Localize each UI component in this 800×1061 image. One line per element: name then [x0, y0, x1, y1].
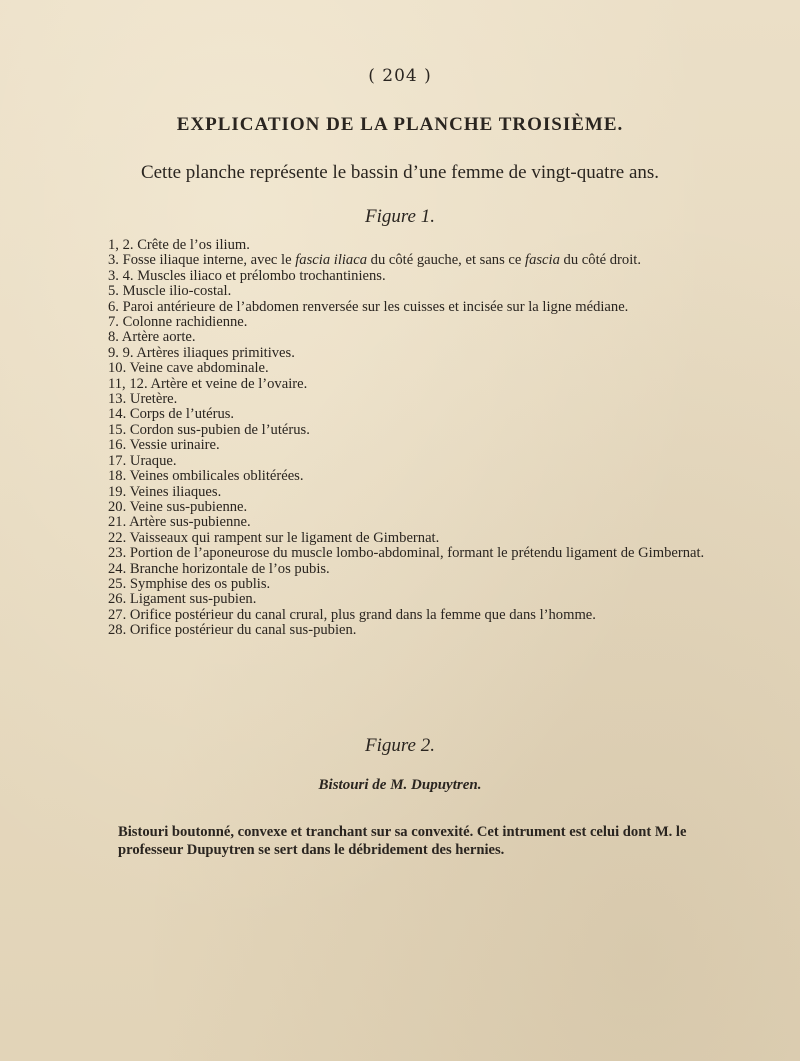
legend-number: 21.: [108, 514, 127, 531]
legend-text: Orifice postérieur du canal sus-pubien.: [129, 622, 357, 639]
figure-2-description: Bistouri boutonné, convexe et tranchant sur sa convexité. Cet intrument est celui dont M. le professeur Dupuytren se sert dans le débridement des hernies.: [118, 824, 687, 858]
legend-number: 20.: [108, 498, 127, 515]
legend-item: [108, 485, 708, 500]
legend-item: [108, 284, 708, 299]
legend-item: [108, 361, 708, 376]
legend-item: [108, 377, 708, 392]
legend-number: 28.: [108, 622, 127, 639]
legend-text: du côté droit.: [559, 252, 641, 269]
legend-number: 5.: [108, 283, 119, 300]
legend-item: [108, 454, 708, 469]
figure-2-heading: Figure 2.: [364, 735, 435, 756]
legend-item: [108, 315, 708, 330]
legend-number: 18.: [108, 468, 127, 485]
legend-text: Orifice postérieur du canal crural, plus grand dans la femme que dans l’homme.: [129, 606, 596, 623]
legend-item: [108, 438, 708, 453]
legend-text: Muscle ilio-costal.: [122, 283, 232, 300]
legend-number: 3.: [108, 252, 119, 269]
legend-text: Veine sus-pubienne.: [129, 498, 248, 515]
legend-item: [108, 269, 708, 284]
legend-text: Vaisseaux qui rampent sur le ligament de Gimbernat.: [129, 529, 440, 546]
figure-2-caption: Bistouri de M. Dupuytren.: [318, 777, 482, 793]
legend-number: 10.: [108, 360, 127, 377]
legend-item: [108, 469, 708, 484]
figure-1-legend: [108, 238, 708, 639]
legend-text: Portion de l’aponeurose du muscle lombo-abdominal, formant le prétendu ligament de Gimbernat.: [129, 545, 705, 562]
legend-text: Ligament sus-pubien.: [129, 591, 257, 608]
legend-italic-term: fascia: [525, 252, 560, 269]
legend-item: [108, 392, 708, 407]
legend-text: Paroi antérieure de l’abdomen renversée sur les cuisses et incisée sur la ligne médiane.: [122, 298, 629, 315]
legend-text: Fosse iliaque interne, avec le: [122, 252, 296, 269]
legend-text: Veines ombilicales oblitérées.: [129, 468, 304, 485]
legend-item: [108, 577, 708, 592]
legend-number: 25.: [108, 575, 127, 592]
legend-text: Veines iliaques.: [129, 483, 222, 500]
legend-number: 14.: [108, 406, 127, 423]
legend-number: 6.: [108, 298, 119, 315]
legend-item: [108, 623, 708, 638]
legend-number: 26.: [108, 591, 127, 608]
legend-number: 8.: [108, 329, 119, 346]
legend-text: Crête de l’os ilium.: [137, 237, 250, 253]
legend-number: 15.: [108, 421, 127, 438]
legend-item: [108, 346, 708, 361]
legend-item: [108, 531, 708, 546]
legend-italic-term: fascia iliaca: [295, 252, 367, 269]
legend-item: [108, 423, 708, 438]
legend-number: 1, 2.: [108, 237, 134, 253]
legend-text: Artère et veine de l’ovaire.: [150, 375, 308, 392]
legend-item: [108, 515, 708, 530]
legend-text: Muscles iliaco et prélombo trochantiniens.: [137, 267, 386, 284]
legend-text: Uretère.: [129, 391, 178, 408]
legend-number: 23.: [108, 545, 127, 562]
legend-text: Artère aorte.: [121, 329, 196, 346]
legend-number: 22.: [108, 529, 127, 546]
plate-title: EXPLICATION DE LA PLANCHE TROISIÈME.: [176, 114, 624, 135]
legend-text: Uraque.: [129, 452, 177, 469]
legend-item: [108, 562, 708, 577]
legend-number: 19.: [108, 483, 127, 500]
legend-text: Colonne rachidienne.: [122, 314, 248, 331]
legend-number: 24.: [108, 560, 127, 577]
legend-item: [108, 592, 708, 607]
legend-text: Veine cave abdominale.: [129, 360, 269, 377]
legend-item: [108, 407, 708, 422]
legend-item: [108, 546, 708, 561]
legend-text: du côté gauche, et sans ce: [367, 252, 526, 269]
legend-item: [108, 238, 708, 253]
legend-text: Artères iliaques primitives.: [136, 344, 295, 361]
legend-number: 16.: [108, 437, 127, 454]
legend-text: Cordon sus-pubien de l’utérus.: [129, 421, 310, 438]
plate-description: Cette planche représente le bassin d’une femme de vingt-quatre ans.: [140, 162, 660, 183]
page-number: ( 204 ): [368, 66, 432, 86]
legend-item: [108, 608, 708, 623]
legend-number: 3. 4.: [108, 267, 134, 284]
legend-item: [108, 330, 708, 345]
figure-1-heading: Figure 1.: [364, 206, 435, 227]
legend-text: Symphise des os publis.: [129, 575, 271, 592]
legend-number: 7.: [108, 314, 119, 331]
legend-number: 27.: [108, 606, 127, 623]
legend-number: 11, 12.: [108, 375, 148, 392]
legend-item: [108, 500, 708, 515]
legend-text: Corps de l’utérus.: [129, 406, 235, 423]
legend-number: 17.: [108, 452, 127, 469]
legend-item: [108, 300, 708, 315]
legend-text: Branche horizontale de l’os pubis.: [129, 560, 330, 577]
legend-number: 9. 9.: [108, 344, 134, 361]
legend-text: Vessie urinaire.: [129, 437, 220, 454]
legend-number: 13.: [108, 391, 127, 408]
legend-item: [108, 253, 708, 268]
legend-text: Artère sus-pubienne.: [129, 514, 251, 531]
